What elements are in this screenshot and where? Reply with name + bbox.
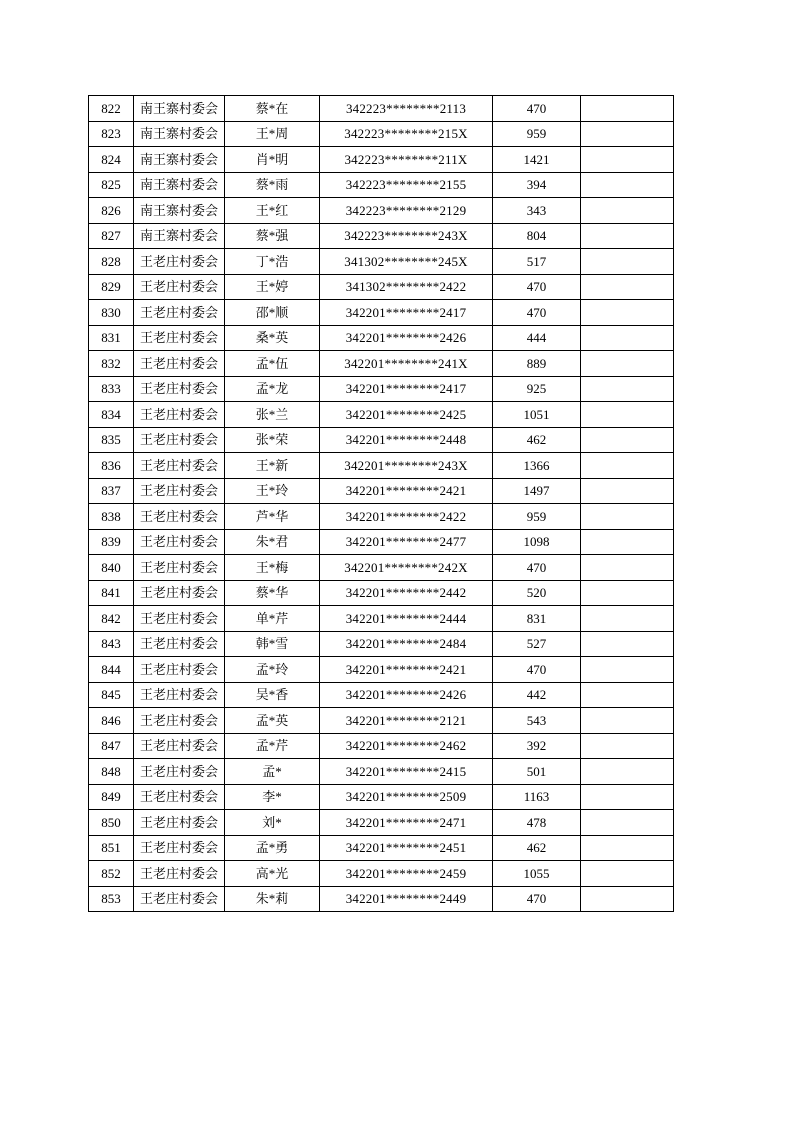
cell-blank <box>581 886 674 912</box>
table-row <box>89 198 674 224</box>
cell-amount: 470 <box>493 657 581 683</box>
cell-row-number: 829 <box>89 274 134 300</box>
cell-person-name: 孟*玲 <box>225 657 320 683</box>
cell-masked-id-number: 342201********2509 <box>320 784 493 810</box>
cell-row-number: 825 <box>89 172 134 198</box>
cell-village-committee: 南王寨村委会 <box>134 147 225 173</box>
cell-person-name: 吴*香 <box>225 682 320 708</box>
table-row <box>89 733 674 759</box>
cell-amount: 442 <box>493 682 581 708</box>
cell-masked-id-number: 342201********2444 <box>320 606 493 632</box>
cell-row-number: 832 <box>89 351 134 377</box>
cell-row-number: 833 <box>89 376 134 402</box>
cell-masked-id-number: 342201********241X <box>320 351 493 377</box>
cell-amount: 889 <box>493 351 581 377</box>
cell-row-number: 840 <box>89 555 134 581</box>
cell-village-committee: 王老庄村委会 <box>134 631 225 657</box>
cell-blank <box>581 861 674 887</box>
cell-blank <box>581 682 674 708</box>
cell-blank <box>581 96 674 122</box>
cell-masked-id-number: 342201********2425 <box>320 402 493 428</box>
cell-village-committee: 王老庄村委会 <box>134 759 225 785</box>
cell-amount: 470 <box>493 274 581 300</box>
cell-amount: 1051 <box>493 402 581 428</box>
cell-row-number: 850 <box>89 810 134 836</box>
cell-blank <box>581 529 674 555</box>
cell-masked-id-number: 342201********2484 <box>320 631 493 657</box>
cell-row-number: 844 <box>89 657 134 683</box>
cell-person-name: 朱*君 <box>225 529 320 555</box>
cell-amount: 1098 <box>493 529 581 555</box>
cell-person-name: 蔡*华 <box>225 580 320 606</box>
cell-person-name: 孟*英 <box>225 708 320 734</box>
cell-masked-id-number: 341302********245X <box>320 249 493 275</box>
cell-village-committee: 王老庄村委会 <box>134 274 225 300</box>
cell-row-number: 846 <box>89 708 134 734</box>
cell-blank <box>581 835 674 861</box>
table-row <box>89 861 674 887</box>
cell-row-number: 824 <box>89 147 134 173</box>
cell-amount: 804 <box>493 223 581 249</box>
cell-village-committee: 王老庄村委会 <box>134 376 225 402</box>
cell-amount: 470 <box>493 96 581 122</box>
cell-person-name: 张*荣 <box>225 427 320 453</box>
cell-masked-id-number: 342201********2451 <box>320 835 493 861</box>
cell-village-committee: 南王寨村委会 <box>134 172 225 198</box>
table-row <box>89 657 674 683</box>
cell-village-committee: 王老庄村委会 <box>134 886 225 912</box>
cell-blank <box>581 580 674 606</box>
cell-person-name: 丁*浩 <box>225 249 320 275</box>
table-row <box>89 682 674 708</box>
cell-blank <box>581 376 674 402</box>
cell-blank <box>581 504 674 530</box>
cell-row-number: 837 <box>89 478 134 504</box>
cell-amount: 831 <box>493 606 581 632</box>
cell-person-name: 王*梅 <box>225 555 320 581</box>
cell-masked-id-number: 342201********2449 <box>320 886 493 912</box>
cell-village-committee: 王老庄村委会 <box>134 835 225 861</box>
table-row <box>89 784 674 810</box>
cell-village-committee: 王老庄村委会 <box>134 300 225 326</box>
cell-masked-id-number: 342223********2129 <box>320 198 493 224</box>
cell-amount: 1421 <box>493 147 581 173</box>
cell-person-name: 王*新 <box>225 453 320 479</box>
cell-village-committee: 南王寨村委会 <box>134 121 225 147</box>
cell-blank <box>581 708 674 734</box>
table-row <box>89 631 674 657</box>
cell-person-name: 孟*伍 <box>225 351 320 377</box>
table-row <box>89 759 674 785</box>
cell-amount: 1163 <box>493 784 581 810</box>
cell-amount: 470 <box>493 300 581 326</box>
cell-masked-id-number: 342223********215X <box>320 121 493 147</box>
table-row <box>89 504 674 530</box>
cell-blank <box>581 733 674 759</box>
cell-masked-id-number: 342201********2442 <box>320 580 493 606</box>
cell-person-name: 蔡*雨 <box>225 172 320 198</box>
cell-blank <box>581 402 674 428</box>
cell-amount: 394 <box>493 172 581 198</box>
cell-blank <box>581 147 674 173</box>
cell-row-number: 835 <box>89 427 134 453</box>
cell-person-name: 王*玲 <box>225 478 320 504</box>
cell-village-committee: 南王寨村委会 <box>134 198 225 224</box>
cell-person-name: 张*兰 <box>225 402 320 428</box>
cell-blank <box>581 274 674 300</box>
cell-amount: 925 <box>493 376 581 402</box>
cell-amount: 462 <box>493 427 581 453</box>
table-row <box>89 376 674 402</box>
cell-village-committee: 王老庄村委会 <box>134 733 225 759</box>
cell-blank <box>581 631 674 657</box>
cell-blank <box>581 606 674 632</box>
cell-village-committee: 王老庄村委会 <box>134 427 225 453</box>
cell-row-number: 842 <box>89 606 134 632</box>
cell-person-name: 李* <box>225 784 320 810</box>
cell-masked-id-number: 342201********2421 <box>320 657 493 683</box>
cell-amount: 478 <box>493 810 581 836</box>
table-row <box>89 427 674 453</box>
cell-person-name: 孟* <box>225 759 320 785</box>
cell-masked-id-number: 342201********2426 <box>320 325 493 351</box>
cell-row-number: 826 <box>89 198 134 224</box>
cell-person-name: 刘* <box>225 810 320 836</box>
cell-row-number: 838 <box>89 504 134 530</box>
cell-village-committee: 王老庄村委会 <box>134 784 225 810</box>
cell-row-number: 841 <box>89 580 134 606</box>
cell-blank <box>581 223 674 249</box>
cell-row-number: 836 <box>89 453 134 479</box>
cell-person-name: 蔡*在 <box>225 96 320 122</box>
table-row <box>89 529 674 555</box>
cell-blank <box>581 810 674 836</box>
cell-amount: 1497 <box>493 478 581 504</box>
cell-blank <box>581 427 674 453</box>
cell-person-name: 蔡*强 <box>225 223 320 249</box>
cell-person-name: 芦*华 <box>225 504 320 530</box>
cell-village-committee: 王老庄村委会 <box>134 478 225 504</box>
cell-masked-id-number: 342201********242X <box>320 555 493 581</box>
cell-row-number: 845 <box>89 682 134 708</box>
table-row <box>89 810 674 836</box>
cell-village-committee: 王老庄村委会 <box>134 606 225 632</box>
cell-person-name: 高*光 <box>225 861 320 887</box>
cell-row-number: 831 <box>89 325 134 351</box>
table-row <box>89 223 674 249</box>
cell-amount: 543 <box>493 708 581 734</box>
cell-blank <box>581 249 674 275</box>
cell-village-committee: 南王寨村委会 <box>134 96 225 122</box>
cell-amount: 343 <box>493 198 581 224</box>
cell-village-committee: 王老庄村委会 <box>134 529 225 555</box>
cell-blank <box>581 351 674 377</box>
cell-row-number: 847 <box>89 733 134 759</box>
cell-amount: 517 <box>493 249 581 275</box>
cell-blank <box>581 300 674 326</box>
cell-masked-id-number: 342201********2471 <box>320 810 493 836</box>
cell-person-name: 王*周 <box>225 121 320 147</box>
cell-village-committee: 王老庄村委会 <box>134 580 225 606</box>
cell-masked-id-number: 341302********2422 <box>320 274 493 300</box>
cell-amount: 462 <box>493 835 581 861</box>
cell-row-number: 828 <box>89 249 134 275</box>
cell-masked-id-number: 342201********2422 <box>320 504 493 530</box>
cell-village-committee: 王老庄村委会 <box>134 708 225 734</box>
data-table <box>88 95 674 912</box>
cell-village-committee: 王老庄村委会 <box>134 810 225 836</box>
cell-village-committee: 王老庄村委会 <box>134 657 225 683</box>
cell-masked-id-number: 342201********2421 <box>320 478 493 504</box>
cell-row-number: 834 <box>89 402 134 428</box>
table-row <box>89 351 674 377</box>
table-row <box>89 96 674 122</box>
cell-row-number: 823 <box>89 121 134 147</box>
table-row <box>89 886 674 912</box>
cell-blank <box>581 198 674 224</box>
cell-blank <box>581 453 674 479</box>
cell-person-name: 肖*明 <box>225 147 320 173</box>
cell-person-name: 朱*莉 <box>225 886 320 912</box>
cell-blank <box>581 657 674 683</box>
cell-amount: 444 <box>493 325 581 351</box>
cell-village-committee: 王老庄村委会 <box>134 402 225 428</box>
cell-masked-id-number: 342223********211X <box>320 147 493 173</box>
table-row <box>89 835 674 861</box>
cell-village-committee: 王老庄村委会 <box>134 325 225 351</box>
cell-village-committee: 南王寨村委会 <box>134 223 225 249</box>
cell-village-committee: 王老庄村委会 <box>134 682 225 708</box>
cell-row-number: 830 <box>89 300 134 326</box>
cell-person-name: 孟*芹 <box>225 733 320 759</box>
table-body <box>89 96 674 912</box>
table-row <box>89 402 674 428</box>
table-row <box>89 453 674 479</box>
cell-amount: 392 <box>493 733 581 759</box>
cell-blank <box>581 121 674 147</box>
cell-person-name: 韩*雪 <box>225 631 320 657</box>
cell-row-number: 839 <box>89 529 134 555</box>
cell-person-name: 孟*龙 <box>225 376 320 402</box>
cell-amount: 1055 <box>493 861 581 887</box>
cell-village-committee: 王老庄村委会 <box>134 249 225 275</box>
cell-masked-id-number: 342201********2448 <box>320 427 493 453</box>
cell-blank <box>581 555 674 581</box>
cell-masked-id-number: 342201********2415 <box>320 759 493 785</box>
table-row <box>89 172 674 198</box>
cell-person-name: 邵*顺 <box>225 300 320 326</box>
cell-amount: 959 <box>493 121 581 147</box>
table-row <box>89 606 674 632</box>
cell-amount: 1366 <box>493 453 581 479</box>
table-row <box>89 580 674 606</box>
cell-row-number: 827 <box>89 223 134 249</box>
cell-masked-id-number: 342201********2417 <box>320 300 493 326</box>
cell-person-name: 单*芹 <box>225 606 320 632</box>
cell-village-committee: 王老庄村委会 <box>134 504 225 530</box>
cell-person-name: 桑*英 <box>225 325 320 351</box>
cell-masked-id-number: 342223********243X <box>320 223 493 249</box>
cell-masked-id-number: 342201********2462 <box>320 733 493 759</box>
cell-masked-id-number: 342201********2426 <box>320 682 493 708</box>
cell-row-number: 853 <box>89 886 134 912</box>
table-row <box>89 478 674 504</box>
cell-row-number: 851 <box>89 835 134 861</box>
cell-blank <box>581 325 674 351</box>
cell-person-name: 王*婷 <box>225 274 320 300</box>
cell-person-name: 孟*勇 <box>225 835 320 861</box>
cell-amount: 470 <box>493 886 581 912</box>
cell-blank <box>581 172 674 198</box>
table-row <box>89 249 674 275</box>
cell-amount: 527 <box>493 631 581 657</box>
table-row <box>89 274 674 300</box>
cell-amount: 959 <box>493 504 581 530</box>
cell-blank <box>581 478 674 504</box>
cell-masked-id-number: 342223********2155 <box>320 172 493 198</box>
cell-village-committee: 王老庄村委会 <box>134 861 225 887</box>
cell-amount: 520 <box>493 580 581 606</box>
cell-village-committee: 王老庄村委会 <box>134 453 225 479</box>
cell-row-number: 848 <box>89 759 134 785</box>
cell-person-name: 王*红 <box>225 198 320 224</box>
cell-row-number: 852 <box>89 861 134 887</box>
cell-row-number: 849 <box>89 784 134 810</box>
cell-row-number: 822 <box>89 96 134 122</box>
cell-row-number: 843 <box>89 631 134 657</box>
table-row <box>89 325 674 351</box>
cell-blank <box>581 759 674 785</box>
table-row <box>89 708 674 734</box>
cell-village-committee: 王老庄村委会 <box>134 351 225 377</box>
cell-blank <box>581 784 674 810</box>
table-row <box>89 555 674 581</box>
cell-masked-id-number: 342201********2417 <box>320 376 493 402</box>
table-row <box>89 121 674 147</box>
table-row <box>89 300 674 326</box>
cell-amount: 501 <box>493 759 581 785</box>
cell-amount: 470 <box>493 555 581 581</box>
table-row <box>89 147 674 173</box>
cell-masked-id-number: 342201********2459 <box>320 861 493 887</box>
cell-masked-id-number: 342201********243X <box>320 453 493 479</box>
cell-masked-id-number: 342223********2113 <box>320 96 493 122</box>
cell-masked-id-number: 342201********2121 <box>320 708 493 734</box>
cell-village-committee: 王老庄村委会 <box>134 555 225 581</box>
cell-masked-id-number: 342201********2477 <box>320 529 493 555</box>
